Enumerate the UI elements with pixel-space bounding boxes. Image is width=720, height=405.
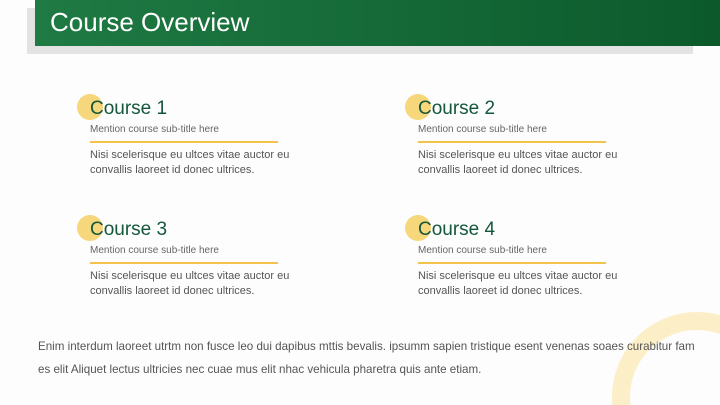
course-title: Course 3 (90, 219, 168, 240)
divider (90, 262, 278, 264)
course-subtitle: Mention course sub-title here (90, 245, 219, 256)
course-description: Nisi scelerisque eu ultces vitae auctor eu convallis laoreet id donec ultrices. (90, 149, 290, 176)
course-title: Course 4 (418, 219, 496, 240)
footer-paragraph: Enim interdum laoreet utrtm non fusce leo dui dapibus mttis bevalis. ipsumm sapien tristique esent venenas soaes curabitur fam es elit Aliquet lectus ultricies nec cuae mus elit nhac vehicula pharetra quis ante etiam. (38, 340, 695, 376)
course-description: Nisi scelerisque eu ultces vitae auctor eu convallis laoreet id donec ultrices. (418, 149, 618, 176)
course-card-2 (418, 98, 648, 204)
course-title: Course 1 (90, 98, 168, 119)
page-title: Course Overview (50, 7, 250, 37)
course-card-1 (90, 98, 320, 204)
course-subtitle: Mention course sub-title here (418, 245, 547, 256)
course-description: Nisi scelerisque eu ultces vitae auctor eu convallis laoreet id donec ultrices. (90, 270, 290, 297)
course-card-4 (418, 219, 648, 325)
course-description: Nisi scelerisque eu ultces vitae auctor eu convallis laoreet id donec ultrices. (418, 270, 618, 297)
course-subtitle: Mention course sub-title here (90, 124, 219, 135)
divider (90, 141, 278, 143)
course-title: Course 2 (418, 98, 496, 119)
divider (418, 262, 606, 264)
divider (418, 141, 606, 143)
course-subtitle: Mention course sub-title here (418, 124, 547, 135)
course-card-3 (90, 219, 320, 325)
